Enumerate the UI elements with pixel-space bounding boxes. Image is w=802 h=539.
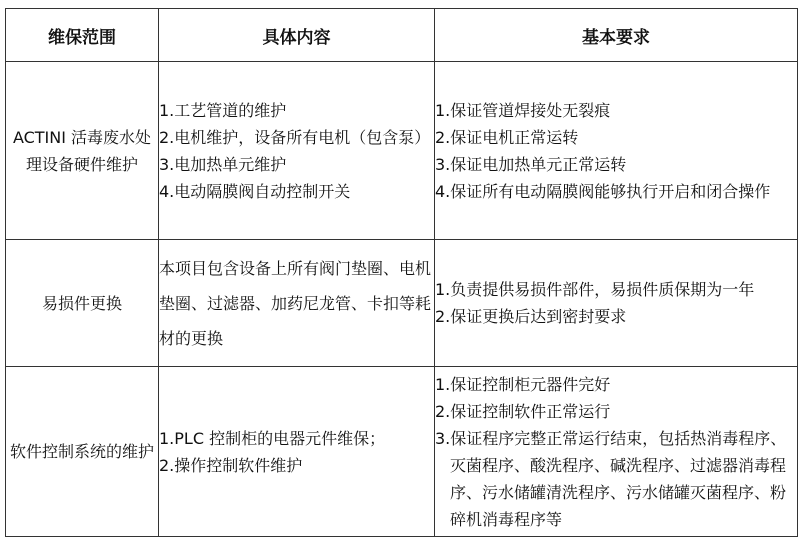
scope-cell: 易损件更换 — [6, 240, 159, 367]
requirement-item: 3.保证程序完整正常运行结束，包括热消毒程序、灭菌程序、酸洗程序、碱洗程序、过滤器消毒程序、污水储罐清洗程序、污水储罐灭菌程序、粉碎机消毒程序等 — [435, 428, 787, 529]
requirement-item: 2.保证电机正常运转 — [435, 127, 579, 147]
content-cell — [159, 367, 435, 537]
header-content: 具体内容 — [159, 9, 435, 62]
requirements-cell — [435, 240, 798, 367]
requirement-item: 1.保证管道焊接处无裂痕 — [435, 100, 611, 120]
content-item: 3.电加热单元维护 — [159, 154, 287, 174]
requirement-item: 2.保证控制软件正常运行 — [435, 401, 611, 421]
requirement-item: 4.保证所有电动隔膜阀能够执行开启和闭合操作 — [435, 181, 771, 201]
requirement-item: 3.保证电加热单元正常运转 — [435, 154, 627, 174]
header-scope: 维保范围 — [6, 9, 159, 62]
maintenance-table — [5, 8, 798, 537]
content-item: 2.电机维护，设备所有电机（包含泵） — [159, 127, 431, 147]
content-paragraph: 本项目包含设备上所有阀门垫圈、电机垫圈、过滤器、加药尼龙管、卡扣等耗材的更换 — [159, 258, 432, 348]
requirement-item: 1.负责提供易损件部件，易损件质保期为一年 — [435, 280, 755, 299]
scope-cell: ACTINI 活毒废水处理设备硬件维护 — [6, 62, 159, 240]
content-item: 1.工艺管道的维护 — [159, 100, 287, 120]
header-requirements: 基本要求 — [435, 9, 798, 62]
table-row — [6, 367, 798, 537]
content-item: 2.操作控制软件维护 — [159, 455, 303, 475]
content-cell — [159, 62, 435, 240]
table-row — [6, 62, 798, 240]
content-item: 1.PLC 控制柜的电器元件维保； — [159, 428, 386, 448]
header-row — [6, 9, 798, 62]
requirement-item: 2.保证更换后达到密封要求 — [435, 307, 627, 326]
requirements-cell — [435, 367, 798, 537]
requirement-item: 1.保证控制柜元器件完好 — [435, 374, 611, 394]
scope-cell: 软件控制系统的维护 — [6, 367, 159, 537]
table-row — [6, 240, 798, 367]
content-cell — [159, 240, 435, 367]
content-item: 4.电动隔膜阀自动控制开关 — [159, 181, 351, 201]
requirements-cell — [435, 62, 798, 240]
